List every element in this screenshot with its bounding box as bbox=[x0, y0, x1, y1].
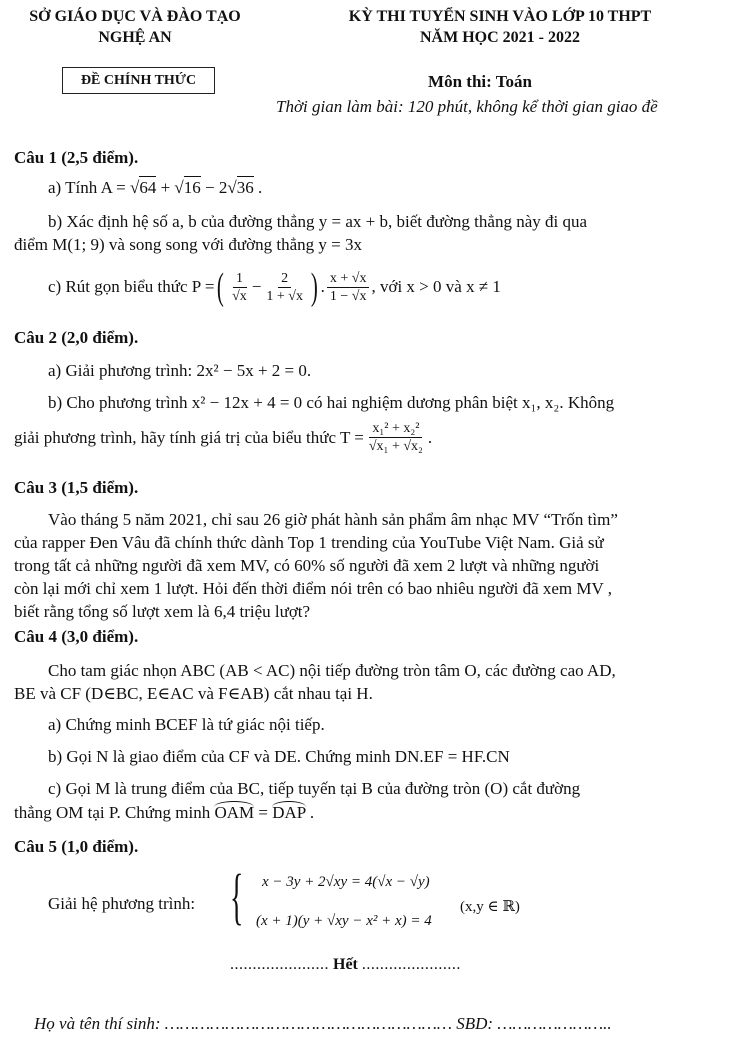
question-3-line: còn lại mới chỉ xem 1 lượt. Hỏi đến thời điểm nói trên có bao nhiêu người đã xem MV , bbox=[14, 579, 612, 598]
fraction-T: $\frac{\text{x₁² + x₂²}}{\text{√x₁ + √x₂}}$ bbox=[368, 421, 423, 454]
question-1a: a) Tính A = √64 + √16 − 2√36 . bbox=[48, 178, 263, 197]
question-4-intro-line2: BE và CF (D∈BC, E∈AC và F∈AB) cắt nhau tại H. bbox=[14, 684, 373, 703]
fraction-2-over-1-plus-sqrt-x: $\frac{2}{1 + √x}$ bbox=[266, 270, 303, 304]
department-name: SỞ GIÁO DỤC VÀ ĐÀO TẠO bbox=[29, 8, 241, 25]
question-3-line: biết rằng tổng số lượt xem là 6,4 triệu lượt? bbox=[14, 602, 311, 621]
exam-title: KỲ THI TUYỂN SINH VÀO LỚP 10 THPT bbox=[348, 8, 652, 25]
province-name: NGHỆ AN bbox=[98, 29, 172, 46]
question-3-body bbox=[14, 508, 720, 623]
question-3-line: của rapper Đen Vâu đã chính thức dành Top 1 trending của YouTube Việt Nam. Giả sử bbox=[14, 533, 604, 552]
school-year: NĂM HỌC 2021 - 2022 bbox=[420, 29, 580, 46]
question-5-prefix: Giải hệ phương trình: bbox=[48, 894, 196, 913]
question-1b-line2: điểm M(1; 9) và song song với đường thẳng y = 3x bbox=[14, 235, 362, 254]
time-note: Thời gian làm bài: 120 phút, không kể thời gian giao đề bbox=[276, 97, 658, 116]
system-equation-2: (x + 1)(y + √xy − x² + x) = 4 bbox=[256, 913, 432, 929]
subject-title: Môn thi: Toán bbox=[428, 72, 532, 91]
end-marker: ...................... Hết ...................... bbox=[230, 956, 461, 973]
question-3-title: Câu 3 (1,5 điểm). bbox=[14, 478, 139, 497]
candidate-name-field: Họ và tên thí sinh: ………………………………………………… SBD: ………………….. bbox=[34, 1014, 612, 1033]
official-exam-badge: ĐỀ CHÍNH THỨC bbox=[62, 67, 215, 94]
question-2b-line1: b) Cho phương trình x² − 12x + 4 = 0 có hai nghiệm dương phân biệt x₁, x₂. Không bbox=[48, 393, 615, 412]
question-3-line: Vào tháng 5 năm 2021, chỉ sau 26 giờ phát hành sản phẩm âm nhạc MV “Trốn tìm” bbox=[48, 510, 618, 529]
question-4-title: Câu 4 (3,0 điểm). bbox=[14, 627, 139, 646]
question-1b-line1: b) Xác định hệ số a, b của đường thẳng y = ax + b, biết đường thẳng này đi qua bbox=[48, 212, 588, 231]
angle-dap: DAP bbox=[272, 803, 306, 822]
question-1c: c) Rút gọn biểu thức P = ( $\frac{1}{√x}$ − $\frac{2}{1 + √x}$ ) . $\frac{x + √x}{1 - √x}$ , với x > 0 và x ≠ 1 bbox=[48, 266, 501, 308]
question-4c-line2: thẳng OM tại P. Chứng minh OAM = DAP . bbox=[14, 803, 315, 822]
question-4b: b) Gọi N là giao điểm của CF và DE. Chứng minh DN.EF = HF.CN bbox=[48, 747, 510, 766]
system-brace: { bbox=[230, 863, 244, 931]
fraction-1-over-sqrt-x: $\frac{1}{√x}$ bbox=[232, 270, 247, 304]
question-1-title: Câu 1 (2,5 điểm). bbox=[14, 148, 139, 167]
question-4-intro-line1: Cho tam giác nhọn ABC (AB < AC) nội tiếp đường tròn tâm O, các đường cao AD, bbox=[48, 661, 616, 680]
angle-oam: OAM bbox=[214, 803, 255, 822]
fraction-x-plus-sqrt-x: $\frac{x + √x}{1 - √x}$ bbox=[327, 270, 370, 305]
question-2b-line2: giải phương trình, hãy tính giá trị của biểu thức T = $\frac{\text{x₁² + x₂²}}{\text{√x₁ + √x₂}}$ . bbox=[14, 421, 433, 454]
question-3-line: trong tất cả những người đã xem MV, có 60% số người đã xem 2 lượt và những người bbox=[14, 556, 600, 575]
question-2a: a) Giải phương trình: 2x² − 5x + 2 = 0. bbox=[48, 361, 312, 380]
question-2-title: Câu 2 (2,0 điểm). bbox=[14, 328, 139, 347]
question-4c-line1: c) Gọi M là trung điểm của BC, tiếp tuyến tại B của đường tròn (O) cắt đường bbox=[48, 779, 581, 798]
question-5-title: Câu 5 (1,0 điểm). bbox=[14, 837, 139, 856]
question-4a: a) Chứng minh BCEF là tứ giác nội tiếp. bbox=[48, 715, 325, 734]
domain-note: (x,y ∈ ℝ) bbox=[460, 899, 520, 915]
system-equation-1: x − 3y + 2√xy = 4(√x − √y) bbox=[262, 874, 430, 890]
